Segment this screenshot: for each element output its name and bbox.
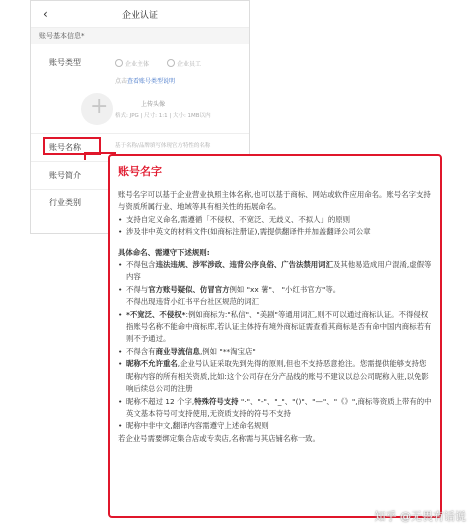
upload-title: 上传头像	[141, 101, 166, 108]
radio-label: 企业员工	[177, 61, 202, 68]
rule-text: 不得出现违背小红书平台社区规范的词汇	[126, 297, 260, 307]
account-name-input[interactable]: 基于名称/品牌填写体现官方特性的名称	[115, 143, 211, 149]
link-prefix: 点击	[115, 78, 128, 85]
radio-icon	[115, 59, 123, 67]
rule-text: 不得含有	[126, 346, 156, 356]
watermark: 知乎 @无畏有话说	[374, 510, 466, 523]
card-footer: 若企业号需要绑定集合店或专卖店,名称需与其店铺名称一致。	[118, 433, 320, 443]
rule-emphasis: 违法违规、涉军涉政、违背公序良俗、广告法禁用词汇	[155, 260, 333, 270]
rule-text: 昵称中非中文,翻译内容需遵守上述命名规则	[126, 421, 269, 431]
rule-text: "·"、"-"、"_"、"()"、"—"、"《》",商标等资质上带有的中英文基本符号可支持使用,无资质支持的符号不支持	[126, 396, 432, 418]
section-header: 账号基本信息*	[31, 28, 249, 44]
rule-item	[118, 358, 432, 395]
rule-item	[118, 420, 432, 432]
rule-item	[118, 259, 432, 284]
rule-item	[118, 346, 432, 358]
row-industry[interactable]: 行业类别	[49, 198, 81, 207]
rule-text: ,企业号认证采取先到先得的原则,但也不支持恶意抢注。您需提供能够支持您昵称内容的所有相关资质,比如:这个公司存在分产品线的账号不建议以总公司昵称入驻,以免影响后续总公司的注册	[126, 359, 429, 394]
rule-text: 及其他易造成用户混淆,虚假等内容	[126, 260, 432, 282]
row-account-intro[interactable]: 账号简介	[49, 171, 81, 180]
naming-rules-card	[108, 154, 442, 518]
account-type-link[interactable]: 查看账号类型说明	[127, 78, 176, 85]
card-intro: 账号名字可以基于企业营业执照主体名称,也可以基于商标、网站或软件应用命名。账号名字支持与资质所属行业、地域等具有相关性的拓展命名。	[118, 190, 431, 212]
account-type-label: 账号类型	[49, 58, 81, 67]
rule-text: 昵称不超过 12 个字,	[126, 396, 195, 406]
rules-heading: 具体命名、需遵守下述规则:	[118, 247, 210, 257]
avatar-upload[interactable]	[81, 93, 113, 125]
radio-label: 企业主体	[125, 61, 150, 68]
list-item: • 涉及非中英文的材料文件(如商标注册证),需提供翻译件并加盖翻译公司公章	[118, 226, 432, 238]
account-type-help	[115, 76, 175, 85]
rule-text: :例如商标为:"私信"、"美剧"等通用词汇,则不可以通过商标认证。不得侵权指账号名称不能命中商标库,若认证主体持有境外商标证需查看其商标是否有命中国内商标若有则不予通过。	[126, 309, 432, 344]
rule-text: ,例如 "**淘宝店"	[199, 346, 256, 356]
rule-item	[118, 396, 432, 421]
rule-item	[118, 284, 432, 296]
rule-text: 例如 "xx 薯"、 "小红书官方"等。	[229, 284, 341, 294]
rule-emphasis: 昵称不允许重名	[126, 359, 178, 369]
back-icon[interactable]: ‹	[43, 7, 48, 21]
radio-employee[interactable]	[167, 59, 201, 68]
rule-text: 不得包含	[126, 260, 156, 270]
plus-icon: +	[90, 94, 109, 119]
row-account-name: 账号名称	[49, 143, 81, 152]
rule-text: 不得与	[126, 284, 149, 294]
rule-emphasis: 官方账号疑似、仿冒官方	[148, 284, 230, 294]
rule-item	[118, 309, 432, 346]
spacer	[118, 239, 432, 247]
page-title: 企业认证	[121, 11, 158, 21]
upload-hint: 格式: JPG | 尺寸: 1:1 | 大小: 1MB以内	[115, 113, 211, 119]
top-bar	[31, 1, 249, 28]
list-item: • 支持自定义命名,需遵循「不侵权、不宽泛、无歧义、不拟人」的原则	[118, 214, 432, 226]
rule-emphasis: *不宽泛、不侵权*	[126, 309, 186, 319]
rule-emphasis: 商业导流信息	[155, 346, 200, 356]
rule-emphasis: 特殊符号支持	[194, 396, 239, 406]
radio-enterprise[interactable]	[115, 59, 149, 68]
card-title: 账号名字	[118, 165, 162, 178]
rule-item	[118, 296, 432, 308]
divider	[31, 133, 249, 134]
radio-icon	[167, 59, 175, 67]
